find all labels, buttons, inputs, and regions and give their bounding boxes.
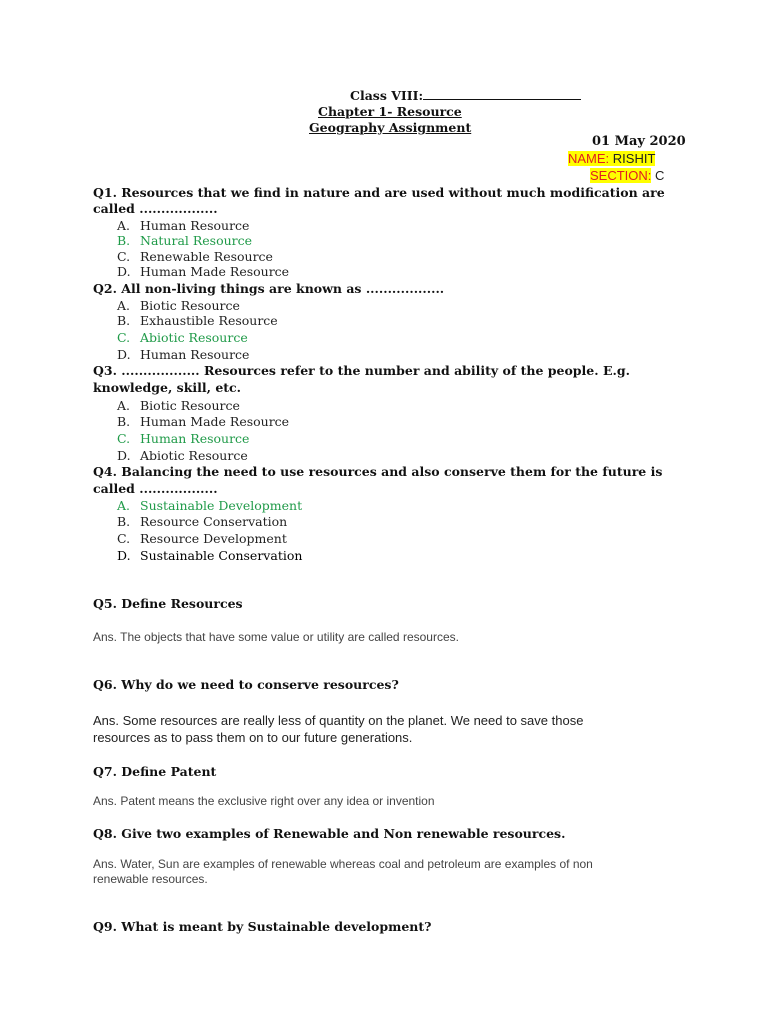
question-2-line1: Q2. All non-living things are known as ..................	[93, 281, 445, 296]
question-9: Q9. What is meant by Sustainable development?	[93, 919, 432, 934]
question-3-line2: knowledge, skill, etc.	[93, 380, 242, 395]
answer-6-line2: resources as to pass them on to our future generations.	[93, 730, 413, 745]
name-label: NAME:	[568, 151, 610, 166]
section-label: SECTION:	[590, 168, 652, 183]
section-value: C	[655, 168, 665, 183]
answer-8-line1: Ans. Water, Sun are examples of renewable whereas coal and petroleum are examples of non	[93, 857, 593, 871]
question-8: Q8. Give two examples of Renewable and Non renewable resources.	[93, 826, 566, 841]
name-line	[568, 151, 655, 166]
question-4-line1: Q4. Balancing the need to use resources and also conserve them for the future is	[93, 464, 663, 479]
answer-8-line2: renewable resources.	[93, 872, 208, 886]
chapter-title: Chapter 1- Resource	[318, 104, 462, 119]
answer-5: Ans. The objects that have some value or utility are called resources.	[93, 630, 459, 644]
date: 01 May 2020	[592, 134, 686, 149]
question-3-line1: Q3. .................. Resources refer to the number and ability of the people. E.g.	[93, 363, 630, 378]
section-line	[590, 168, 664, 183]
assignment-title: Geography Assignment	[309, 120, 472, 135]
answer-7: Ans. Patent means the exclusive right over any idea or invention	[93, 794, 435, 808]
class-label: Class VIII:	[350, 88, 581, 103]
question-5: Q5. Define Resources	[93, 596, 243, 611]
question-7: Q7. Define Patent	[93, 764, 217, 779]
question-1-line1: Q1. Resources that we find in nature and are used without much modification are	[93, 185, 665, 200]
name-value: RISHIT	[609, 151, 655, 166]
question-6: Q6. Why do we need to conserve resources?	[93, 677, 399, 692]
answer-6-line1: Ans. Some resources are really less of quantity on the planet. We need to save those	[93, 713, 584, 728]
class-blank-line	[423, 88, 581, 100]
question-4-line2: called ..................	[93, 481, 218, 496]
question-1-line2: called ..................	[93, 201, 218, 216]
